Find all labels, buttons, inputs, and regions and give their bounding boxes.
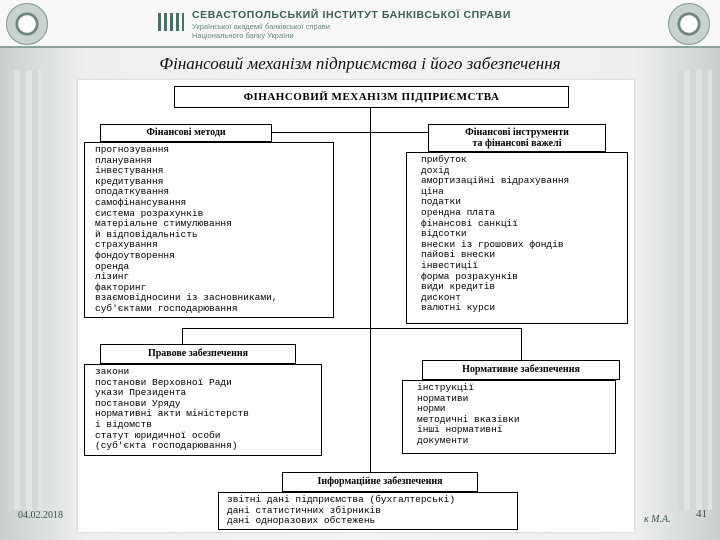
list-item: дані одноразових обстежень	[227, 515, 376, 527]
methods-title-box	[100, 124, 272, 142]
list-item: фондоутворення	[95, 249, 175, 261]
institute-logo-icon	[158, 13, 184, 31]
list-item: звітні дані підприємства (бухгалтерські)	[227, 494, 456, 505]
list-item: фінансові санкції	[421, 217, 518, 229]
list-item: планування	[95, 154, 153, 166]
list-item: дисконт	[421, 291, 461, 303]
list-item: амортизаційні відрахування	[421, 175, 570, 187]
list-item: оренда	[95, 260, 130, 272]
list-item: внески із грошових фондів	[421, 238, 564, 250]
list-item: закони	[95, 366, 130, 377]
list-item: й відповідальність	[95, 228, 198, 240]
list-item: нормативні акти міністерств	[95, 408, 249, 420]
list-item: лізинг	[95, 271, 130, 283]
instruments-list	[421, 155, 569, 314]
list-item: форма розрахунків	[421, 270, 518, 282]
info-list	[227, 495, 455, 527]
list-item: взаємовідносини із засновниками,	[95, 292, 278, 304]
legal-list	[95, 367, 249, 452]
list-item: методичні вказівки	[417, 413, 520, 425]
diagram-canvas	[78, 80, 634, 532]
list-item: оподаткування	[95, 186, 170, 198]
legal-list-box	[84, 364, 322, 456]
list-item: норми	[417, 403, 446, 415]
main-mechanism-box	[174, 86, 569, 108]
legal-title-box	[100, 344, 296, 364]
list-item: дохід	[421, 164, 450, 176]
list-item: постанови Уряду	[95, 397, 181, 409]
list-item: дані статистичних збірників	[227, 504, 381, 516]
list-item: документи	[417, 434, 469, 446]
column-decoration-left	[8, 70, 42, 510]
methods-list	[95, 145, 277, 315]
list-item: суб'єктами господарювання	[95, 302, 238, 314]
instruments-title-line-1: Фінансові інструменти	[465, 127, 569, 138]
list-item: прибуток	[421, 154, 467, 165]
list-item: самофінансування	[95, 196, 187, 208]
footer-page-number: 41	[696, 508, 707, 520]
list-item: постанови Верховної Ради	[95, 376, 232, 388]
list-item: нормативи	[417, 392, 469, 404]
info-title-box	[282, 472, 478, 492]
institute-seal-left	[6, 3, 48, 45]
list-item: прогнозування	[95, 144, 170, 155]
subtitle-line-2: Національного банку України	[192, 31, 294, 40]
list-item: інвестиції	[421, 259, 479, 271]
instruments-title-box	[428, 124, 606, 152]
list-item: статут юридичної особи	[95, 429, 221, 441]
list-item: і відомств	[95, 418, 153, 430]
list-item: валютні курси	[421, 302, 496, 314]
slide-header	[0, 0, 720, 48]
list-item: факторинг	[95, 281, 147, 293]
connector-to-normative	[521, 328, 522, 360]
list-item: інструкції	[417, 382, 475, 393]
list-item: пайові внески	[421, 249, 496, 261]
institute-subtitle	[192, 22, 330, 40]
normative-title-box	[422, 360, 620, 380]
normative-list-box	[402, 380, 616, 454]
connector-mid-horizontal	[182, 328, 522, 329]
list-item: страхування	[95, 239, 158, 251]
list-item: кредитування	[95, 175, 164, 187]
list-item: ціна	[421, 185, 444, 197]
subtitle-line-1: Української академії банківської справи	[192, 22, 330, 31]
slide-title: Фінансовий механізм підприємства і його забезпечення	[159, 54, 561, 73]
info-list-box	[218, 492, 518, 530]
footer-author: к М.А.	[644, 514, 671, 525]
list-item: інші нормативні	[417, 424, 503, 436]
list-item: види кредитів	[421, 281, 496, 293]
methods-list-box	[84, 142, 334, 318]
list-item: укази Президента	[95, 387, 187, 399]
legal-title: Правове забезпечення	[147, 348, 249, 359]
institute-name: СЕВАСТОПОЛЬСЬКИЙ ІНСТИТУТ БАНКІВСЬКОЇ СПРАВИ	[192, 9, 511, 21]
normative-title: Нормативне забезпечення	[462, 364, 580, 375]
list-item: матеріальне стимулювання	[95, 218, 232, 230]
normative-list	[417, 383, 520, 447]
instruments-list-box	[406, 152, 628, 324]
institute-seal-right	[668, 3, 710, 45]
main-mechanism-title: ФІНАНСОВИЙ МЕХАНІЗМ ПІДПРИЄМСТВА	[243, 91, 500, 103]
info-title: Інформаційне забезпечення	[317, 476, 443, 487]
footer-date: 04.02.2018	[18, 510, 63, 521]
list-item: податки	[421, 196, 461, 208]
list-item: орендна плата	[421, 206, 496, 218]
list-item: система розрахунків	[95, 207, 204, 219]
connector-main-vertical	[370, 107, 371, 492]
list-item: інвестування	[95, 165, 164, 177]
list-item: відсотки	[421, 228, 467, 240]
instruments-title-line-2: та фінансові важелі	[472, 138, 562, 149]
column-decoration-right	[678, 70, 712, 510]
list-item: (суб'єкта господарювання)	[95, 440, 238, 452]
methods-title: Фінансові методи	[146, 127, 226, 138]
